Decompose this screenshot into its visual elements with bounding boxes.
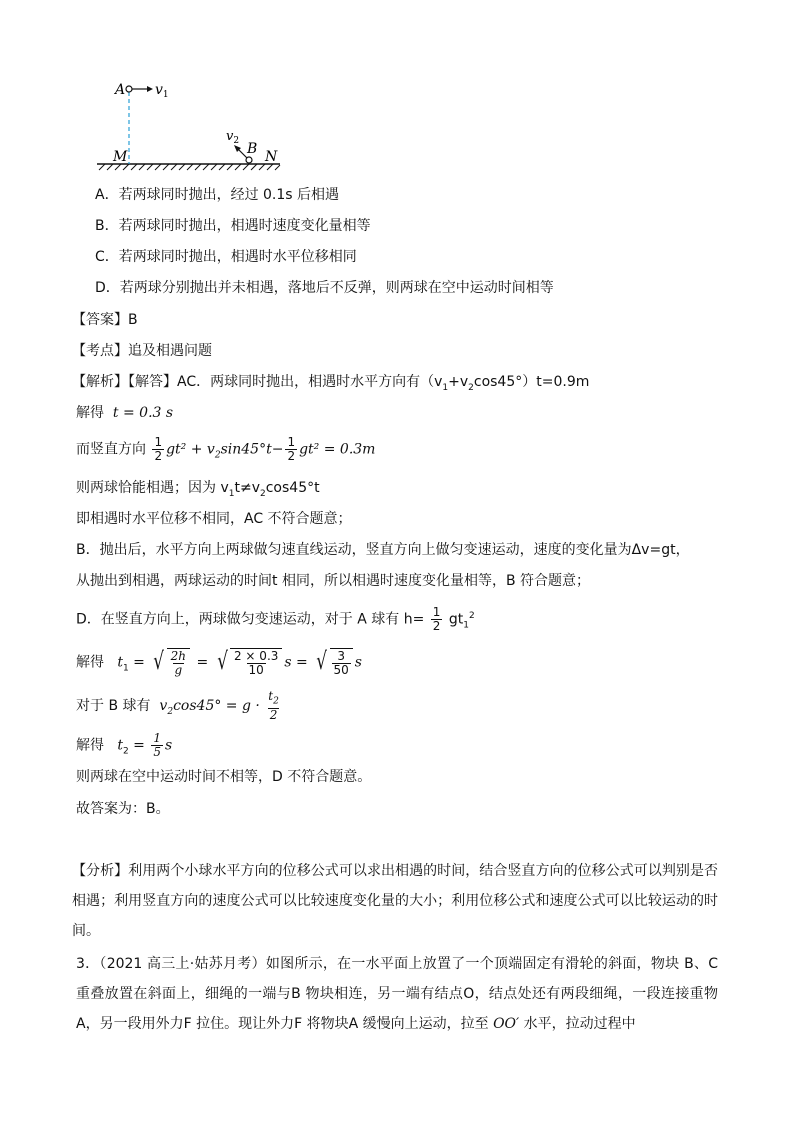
question-3: 3．（2021 高三上·姑苏月考）如图所示，在一水平面上放置了一个顶端固定有滑轮的斜面，物块 B、C 重叠放置在斜面上，细绳的一端与B 物块相连，另一端有结点O，结点处还有两段细绳，一段连接重物A，另一段用外力F 拉住。现让外力F 将物块A 缓慢向上运动，拉至 OO′ 水平，拉动过程中 [76, 956, 718, 1032]
label-v1: $v_1$ [155, 82, 169, 100]
kaodian-line [72, 341, 212, 361]
d-conclusion: 则两球在空中运动时间不相等，D 不符合题意。 [76, 769, 372, 785]
label-v2: $v_2$ [226, 129, 240, 146]
label-b: B [247, 141, 258, 157]
answer-tag: 【答案】 [72, 312, 128, 328]
kaodian-tag: 【考点】 [72, 343, 128, 359]
t2-over-2: $\frac{t_2}{2}$ [268, 689, 279, 723]
t-result-line: 解得 t = 0.3 s [76, 405, 174, 421]
option-a: A．若两球同时抛出，经过 0.1s 后相遇 [95, 187, 340, 203]
kaodian-text: 追及相遇问题 [128, 343, 212, 359]
label-a: A [115, 82, 126, 98]
ball-a [126, 86, 132, 92]
jiexi-line-1: 【解析】【解答】AC．两球同时抛出，相遇时水平方向有$(v_1+v_2\cos 45^\circ)t=0.9m$ [72, 374, 590, 393]
b-ball-line: 对于 B 球有 $v_2\cos 45^\circ = g$ · $\frac{t_2}{2}$ [76, 689, 279, 723]
answer-text: B [128, 312, 138, 328]
label-m: M [113, 149, 128, 165]
jiexi-tag: 【解析】【解答】 [72, 374, 177, 390]
fenxi-text: 利用两个小球水平方向的位移公式可以求出相遇的时间，结合竖直方向的位移公式可以判别是否相遇；利用竖直方向的速度公式可以比较速度变化量的大小；利用位移公式和速度公式可以比较运动的时间。 [72, 863, 719, 939]
b-line-2: 从抛出到相遇，两球运动的时间t 相同，所以相遇时速度变化量相等，B 符合题意； [76, 573, 590, 589]
v1-arrowhead [147, 86, 153, 92]
t-result: t = 0.3 s [112, 405, 174, 421]
half-fraction: $\frac{1}{2}$ [154, 435, 163, 463]
final-answer: 故答案为：B。 [76, 801, 170, 817]
ac-conclusion: 即相遇时水平位移不相同，AC 不符合题意； [76, 511, 352, 527]
fenxi-paragraph [72, 856, 718, 946]
option-c: C．若两球同时抛出，相遇时水平位移相同 [95, 249, 357, 265]
t2-line: 解得 $t_2$ = $\frac{1}{5}$ s [76, 731, 173, 759]
meet-line: 则两球恰能相遇；因为 $v_1t\ne v_2\cos 45^\circ t$ [76, 480, 320, 499]
fenxi-tag: 【分析】 [72, 863, 129, 879]
sqrt-2h-g: √ $\frac{2h}{g}$ [151, 648, 190, 677]
sqrt-values: √ $\frac{2 \times 0.3}{10}$ [215, 648, 283, 677]
option-b: B．若两球同时抛出，相遇时速度变化量相等 [95, 218, 371, 234]
motion-diagram [95, 72, 295, 182]
option-d: D．若两球分别抛出并未相遇，落地后不反弹，则两球在空中运动时间相等 [95, 280, 554, 296]
label-n: N [265, 149, 278, 165]
vertical-eq-line: 而竖直方向 $\frac{1}{2}$ $gt^2 + v_2\sin 45^\circ t-$ $\frac{1}{2}$ gt² = 0.3m [76, 435, 376, 463]
d-line: D．在竖直方向上，两球做匀变速运动，对于 A 球有 h= $\frac{1}{2}$ $gt_1^2$ [76, 605, 475, 634]
b-line-1: B．抛出后，水平方向上两球做匀速直线运动，竖直方向上做匀变速运动，速度的变化量为Δv=gt， [76, 542, 690, 558]
sqrt-result: √ $\frac{3}{50}$ [314, 648, 353, 677]
t1-line: 解得 $t_1$ = √ $\frac{2h}{g}$ = √ $\frac{2 \times 0.3}{10}$ s = √ $\frac{3}{50}$ s [76, 647, 362, 677]
answer-line [72, 310, 138, 330]
